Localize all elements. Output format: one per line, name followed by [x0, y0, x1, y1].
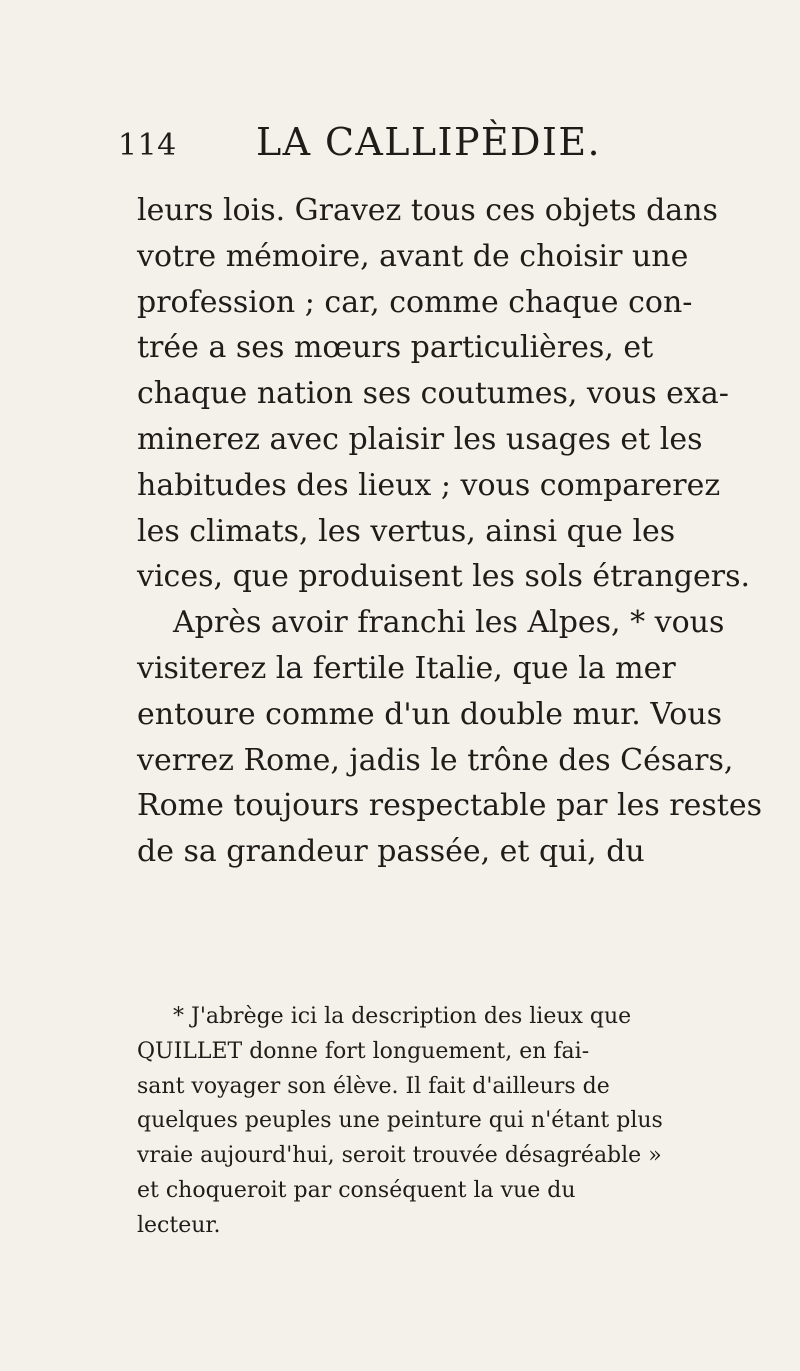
page-header [118, 120, 638, 176]
footnote-line: et choqueroit par conséquent la vue du [137, 1177, 576, 1203]
text-line: trée a ses mœurs particulières, et [137, 330, 654, 366]
text-line: de sa grandeur passée, et qui, du [137, 834, 645, 870]
text-line: chaque nation ses coutumes, vous exa- [137, 376, 729, 412]
text-line: visiterez la fertile Italie, que la mer [137, 650, 676, 686]
text-line: minerez avec plaisir les usages et les [137, 421, 703, 457]
main-text [137, 188, 763, 875]
footnote [137, 1000, 737, 1244]
page-number: 114 [118, 128, 177, 163]
text-line: leurs lois. Gravez tous ces objets dans [137, 193, 718, 228]
footnote-line: quelques peuples une peinture qui n'étant plus [137, 1108, 663, 1134]
text-line: entoure comme d'un double mur. Vous [137, 696, 723, 732]
text-line: les climats, les vertus, ainsi que les [137, 513, 676, 549]
text-line: profession ; car, comme chaque con- [137, 284, 693, 320]
footnote-line: * J'abrège ici la description des lieux que [173, 1004, 632, 1029]
footnote-line: vraie aujourd'hui, seroit trouvée désagréable » [137, 1143, 662, 1169]
footnote-line: QUILLET donne fort longuement, en fai- [137, 1038, 590, 1064]
footnote-line: lecteur. [137, 1212, 221, 1238]
footnote-line: sant voyager son élève. Il fait d'ailleurs de [137, 1073, 610, 1099]
text-line: votre mémoire, avant de choisir une [137, 238, 689, 274]
text-line: Rome toujours respectable par les restes [137, 788, 763, 824]
text-line: Après avoir franchi les Alpes, * vous [173, 605, 725, 641]
text-line: verrez Rome, jadis le trône des Césars, [137, 742, 734, 778]
running-title: LA CALLIPÈDIE. [256, 120, 601, 164]
text-line: vices, que produisent les sols étrangers. [137, 559, 751, 595]
text-line: habitudes des lieux ; vous comparerez [137, 467, 721, 503]
